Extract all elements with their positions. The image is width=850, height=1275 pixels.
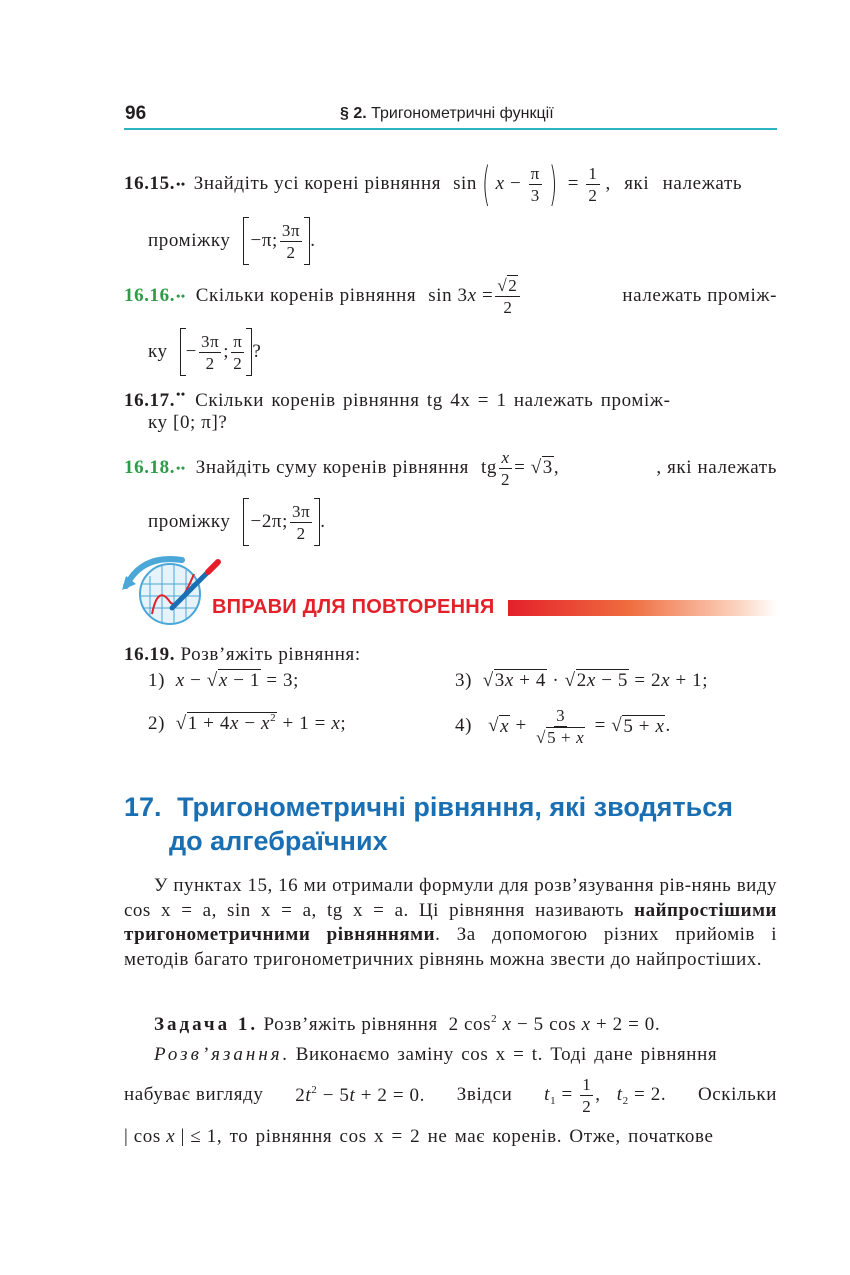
equation-4: 4) √ x + $\frac{3}{√5 + x}$ = √ 5 + x . [455,705,671,747]
exercise-number: 16.16. [124,285,176,306]
running-header [340,105,554,123]
exercise-16-19-header [124,644,361,666]
exercise-text: Розв’яжіть рівняння: [180,644,361,665]
solution-line1: Розв’язання. Виконаємо заміну cos x = t. Тоді дане рівняння [154,1044,718,1065]
review-logo-icon [122,554,222,626]
solution-line3: | cos x | ≤ 1, то рівняння cos x = 2 не має коренів. Отже, початкове [124,1126,714,1147]
task-label: Задача 1. [154,1014,259,1035]
exercise-16-18-line1: 16.18. •• Знайдіть суму коренів рівняння tg $\frac{x}{2}$ = √3, , які належать [124,447,777,489]
exercise-text: Знайдіть усі корені рівняння [193,173,442,194]
exercise-16-16-line2: ку − $\frac{3\pi}{2}$ ; $\frac{\pi}{2}$ ? [148,327,261,377]
exercise-16-15-line1: 16.15. •• Знайдіть усі корені рівняння sin ( x − $\frac{\pi}{3}$ ) = $\frac{1}{2}$ , які належать [124,157,743,211]
exercise-number: 16.17. [124,390,176,411]
intro-paragraph: У пунктах 15, 16 ми отримали формули для розв’язування рів-нянь виду cos x = a, sin x = a, tg x = a. Ці рівняння називають найпростішими тригонометричними рівняннями. За допомогою різних прийомів і методів багато тригонометричних рівнянь можна звести до найпростіших. [124,875,778,970]
equation-3: 3) √3x + 4 · √2x − 5 = 2x + 1; [455,670,709,691]
solution-label: Розв’язання. [154,1044,291,1065]
exercise-16-15-line2: проміжку −π; $\frac{3\pi}{2}$ . [148,216,316,266]
section-heading [124,790,733,858]
review-title: ВПРАВИ ДЛЯ ПОВТОРЕННЯ [212,596,495,618]
task-1: Задача 1. Розв’яжіть рівняння 2 $\cos^2 x - 5$ cos x + 2 = 0. [154,1013,661,1035]
equation-1: 1) x − √x − 1 = 3; [148,670,299,691]
header-rule [124,128,777,130]
section-title: Тригонометричні функції [371,105,554,122]
review-banner-bar [508,600,778,616]
section-title-line2: до алгебраїчних [169,826,388,856]
exercise-number: 16.19. [124,644,176,665]
equation-2: 2) $√1 + 4x - x^2 + 1 = x$; [148,712,347,734]
section-number: 17. [124,792,162,822]
exercise-16-16-line1: 16.16. •• Скільки коренів рівняння sin 3x = $\frac{√2}{2}$ належать проміж- [124,275,777,317]
exercise-text-2: , які належать [605,173,743,194]
section-mark: § 2. [340,105,367,122]
bold-term: найпростішими тригонометричними рівняннями [124,899,777,945]
exercise-number: 16.15. [124,173,176,194]
page-number: 96 [125,103,147,124]
exercise-16-17-line2: ку [0; π]? [148,412,228,433]
section-title-line1: Тригонометричні рівняння, які зводяться [177,792,733,822]
exercise-number: 16.18. [124,457,176,478]
solution-line2: набуває вигляду $2t^2 - 5t + 2 = 0$. Звідси $t_1$ = $\frac{1}{2}$ , $t_2 = 2$. Оскільки [124,1074,777,1116]
exercise-16-18-line2: проміжку −2π; $\frac{3\pi}{2}$ . [148,497,326,547]
task-text: Розв’яжіть рівняння [263,1014,438,1035]
exercise-16-17-line1: 16.17.•• Скільки коренів рівняння tg 4x = 1 належать проміж- [124,387,671,411]
